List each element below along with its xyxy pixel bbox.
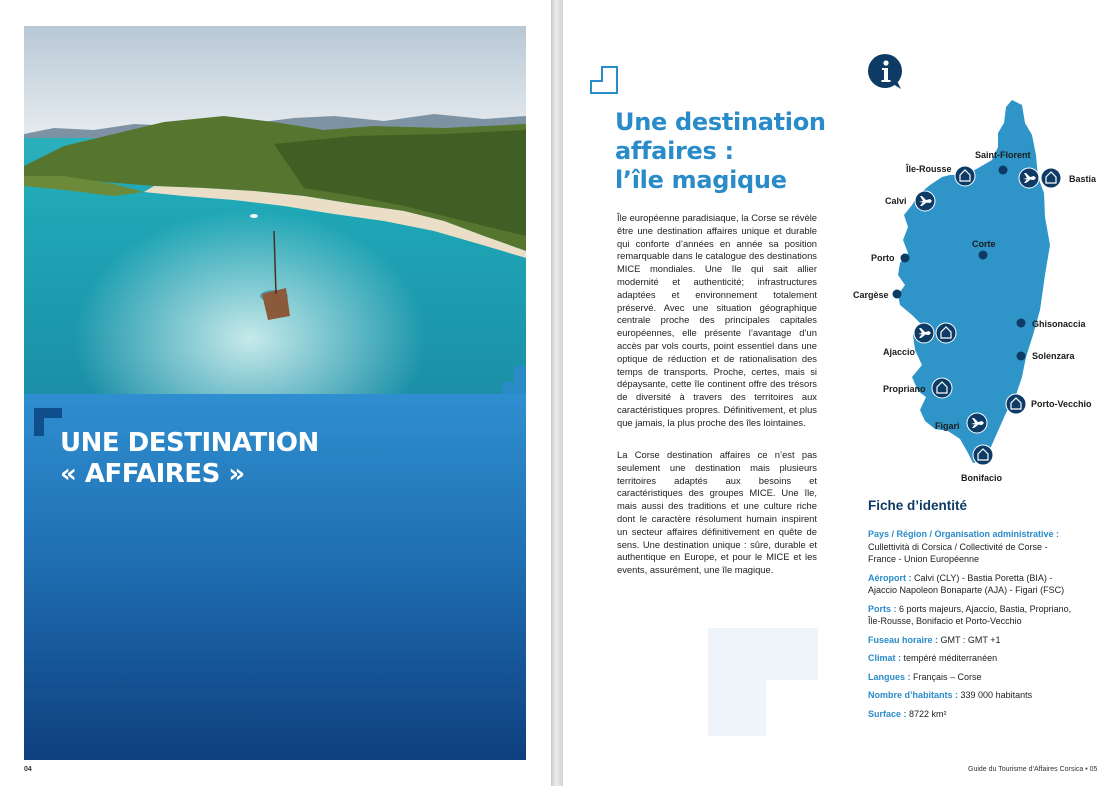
map-label-ajaccio: Ajaccio bbox=[883, 347, 916, 357]
plane-icon bbox=[915, 191, 935, 211]
left-page bbox=[0, 0, 551, 786]
map-label-ghisonaccia: Ghisonaccia bbox=[1032, 319, 1086, 329]
harbor-icon bbox=[932, 378, 952, 398]
coastline-photo bbox=[24, 26, 526, 394]
fact-label: Nombre d’habitants : bbox=[868, 690, 959, 700]
fact-value: 8722 km² bbox=[909, 708, 947, 719]
map-label-porto-vecchio: Porto-Vecchio bbox=[1031, 399, 1092, 409]
fact-value: Français – Corse bbox=[913, 671, 982, 682]
fact-organisation bbox=[868, 528, 1078, 566]
fact-airports bbox=[868, 572, 1078, 597]
fact-population bbox=[868, 689, 1078, 702]
fact-value: tempéré méditerranéen bbox=[903, 653, 998, 663]
second-paragraph: La Corse destination affaires ce n’est pas seulement une destination mais plusieurs territoires adaptés aux besoins et caractéristiques des groupes MICE. Une île, mais aussi des traditions et une culture riche dont le caractère résolument humain inspirent un secteur affaires définitivement en quête de sens. Une destination unique : sûre, durable et authentique en Europe, et pour le MICE et les events, assurément, une île magique. bbox=[617, 449, 817, 576]
harbor-icon bbox=[973, 445, 993, 465]
marker-solenzara bbox=[1017, 352, 1026, 361]
fact-label: Surface : bbox=[868, 708, 907, 719]
map-label-propriano: Propriano bbox=[883, 384, 926, 394]
marker-corte bbox=[979, 251, 988, 260]
fact-value: Cullettività di Corsica / Collectivité de Corse - France - Union Européenne bbox=[868, 541, 1048, 564]
map-label-solenzara: Solenzara bbox=[1032, 351, 1075, 361]
page-footer: Guide du Tourisme d’Affaires Corsica • 05 bbox=[968, 766, 1098, 773]
page-number-left: 04 bbox=[24, 766, 32, 773]
fact-ports bbox=[868, 603, 1078, 628]
title-line-1: Une destination bbox=[615, 108, 826, 136]
marker-porto bbox=[901, 254, 910, 263]
fact-climate bbox=[868, 652, 1078, 665]
plane-icon bbox=[1019, 168, 1039, 188]
marker-ghisonaccia bbox=[1017, 319, 1026, 328]
map-label-saint-florent: Saint-Florent bbox=[975, 150, 1031, 160]
fact-value: Calvi (CLY) - Bastia Poretta (BIA) - Ajaccio Napoleon Bonaparte (AJA) - Figari (FSC) bbox=[868, 572, 1065, 595]
fact-label: Pays / Région / Organisation administrative : bbox=[868, 529, 1060, 539]
map-label-porto: Porto bbox=[871, 253, 895, 263]
fact-label: Fuseau horaire : bbox=[868, 634, 939, 645]
fiche-title: Fiche d’identité bbox=[868, 498, 968, 513]
map-label-cargese: Cargèse bbox=[853, 290, 889, 300]
plane-icon bbox=[967, 413, 987, 433]
map-label-figari: Figari bbox=[935, 421, 960, 431]
left-heading-line-2: « AFFAIRES » bbox=[60, 459, 245, 489]
map-label-ile-rousse: Île-Rousse bbox=[906, 164, 952, 174]
corner-mark-icon bbox=[34, 408, 62, 436]
title-line-3: l’île magique bbox=[615, 166, 787, 194]
fact-value: 339 000 habitants bbox=[960, 690, 1033, 700]
book-spine bbox=[551, 0, 563, 786]
marker-cargese bbox=[893, 290, 902, 299]
map-label-bastia: Bastia bbox=[1069, 174, 1097, 184]
harbor-icon bbox=[1006, 394, 1026, 414]
info-icon bbox=[867, 53, 905, 91]
corner-outline-icon bbox=[590, 66, 618, 94]
harbor-icon bbox=[955, 166, 975, 186]
corsica-map bbox=[840, 95, 1110, 490]
intro-paragraph: Île européenne paradisiaque, la Corse se révèle être une destination affaires unique et durable qui conforte d’années en année sa position remarquable dans le catalogue des destinations MICE mondiales. Une île qui sait allier modernité et authenticité; infrastructures adaptées et environnement totalement préservé. Avec une situation géographique centrale proche des principales capitales européennes, elle présente l’avantage d’un accès par vols courts, point essentiel dans une optique de réduction et de rationalisation des temps de transports. Proche, certes, mais si dépaysante, cette île continent offre des trésors de diversité à travers des territoires aux caractéristiques propres. Définitivement, et plus que jamais, la plus proche des îles lointaines. bbox=[617, 212, 817, 428]
fact-languages bbox=[868, 671, 1078, 684]
harbor-icon bbox=[1041, 168, 1061, 188]
left-heading bbox=[60, 428, 319, 490]
plane-icon bbox=[914, 323, 934, 343]
page-title bbox=[615, 108, 826, 195]
map-label-corte: Corte bbox=[972, 239, 996, 249]
fact-label: Langues : bbox=[868, 671, 911, 682]
map-label-bonifacio: Bonifacio bbox=[961, 473, 1003, 483]
facts-list bbox=[868, 528, 1078, 726]
marker-saint-florent bbox=[999, 166, 1008, 175]
fact-value: 6 ports majeurs, Ajaccio, Bastia, Propriano, Île-Rousse, Bonifacio et Porto-Vecchio bbox=[868, 603, 1072, 626]
fact-timezone bbox=[868, 634, 1078, 647]
fact-label: Aéroport : bbox=[868, 572, 912, 583]
left-heading-line-1: UNE DESTINATION bbox=[60, 428, 319, 458]
fact-label: Ports : bbox=[868, 603, 897, 614]
title-line-2: affaires : bbox=[615, 137, 734, 165]
fact-surface bbox=[868, 708, 1078, 721]
decorative-squares bbox=[708, 628, 818, 736]
map-label-calvi: Calvi bbox=[885, 196, 907, 206]
fact-label: Climat : bbox=[868, 653, 902, 663]
harbor-icon bbox=[936, 323, 956, 343]
fact-value: GMT : GMT +1 bbox=[940, 634, 1001, 645]
